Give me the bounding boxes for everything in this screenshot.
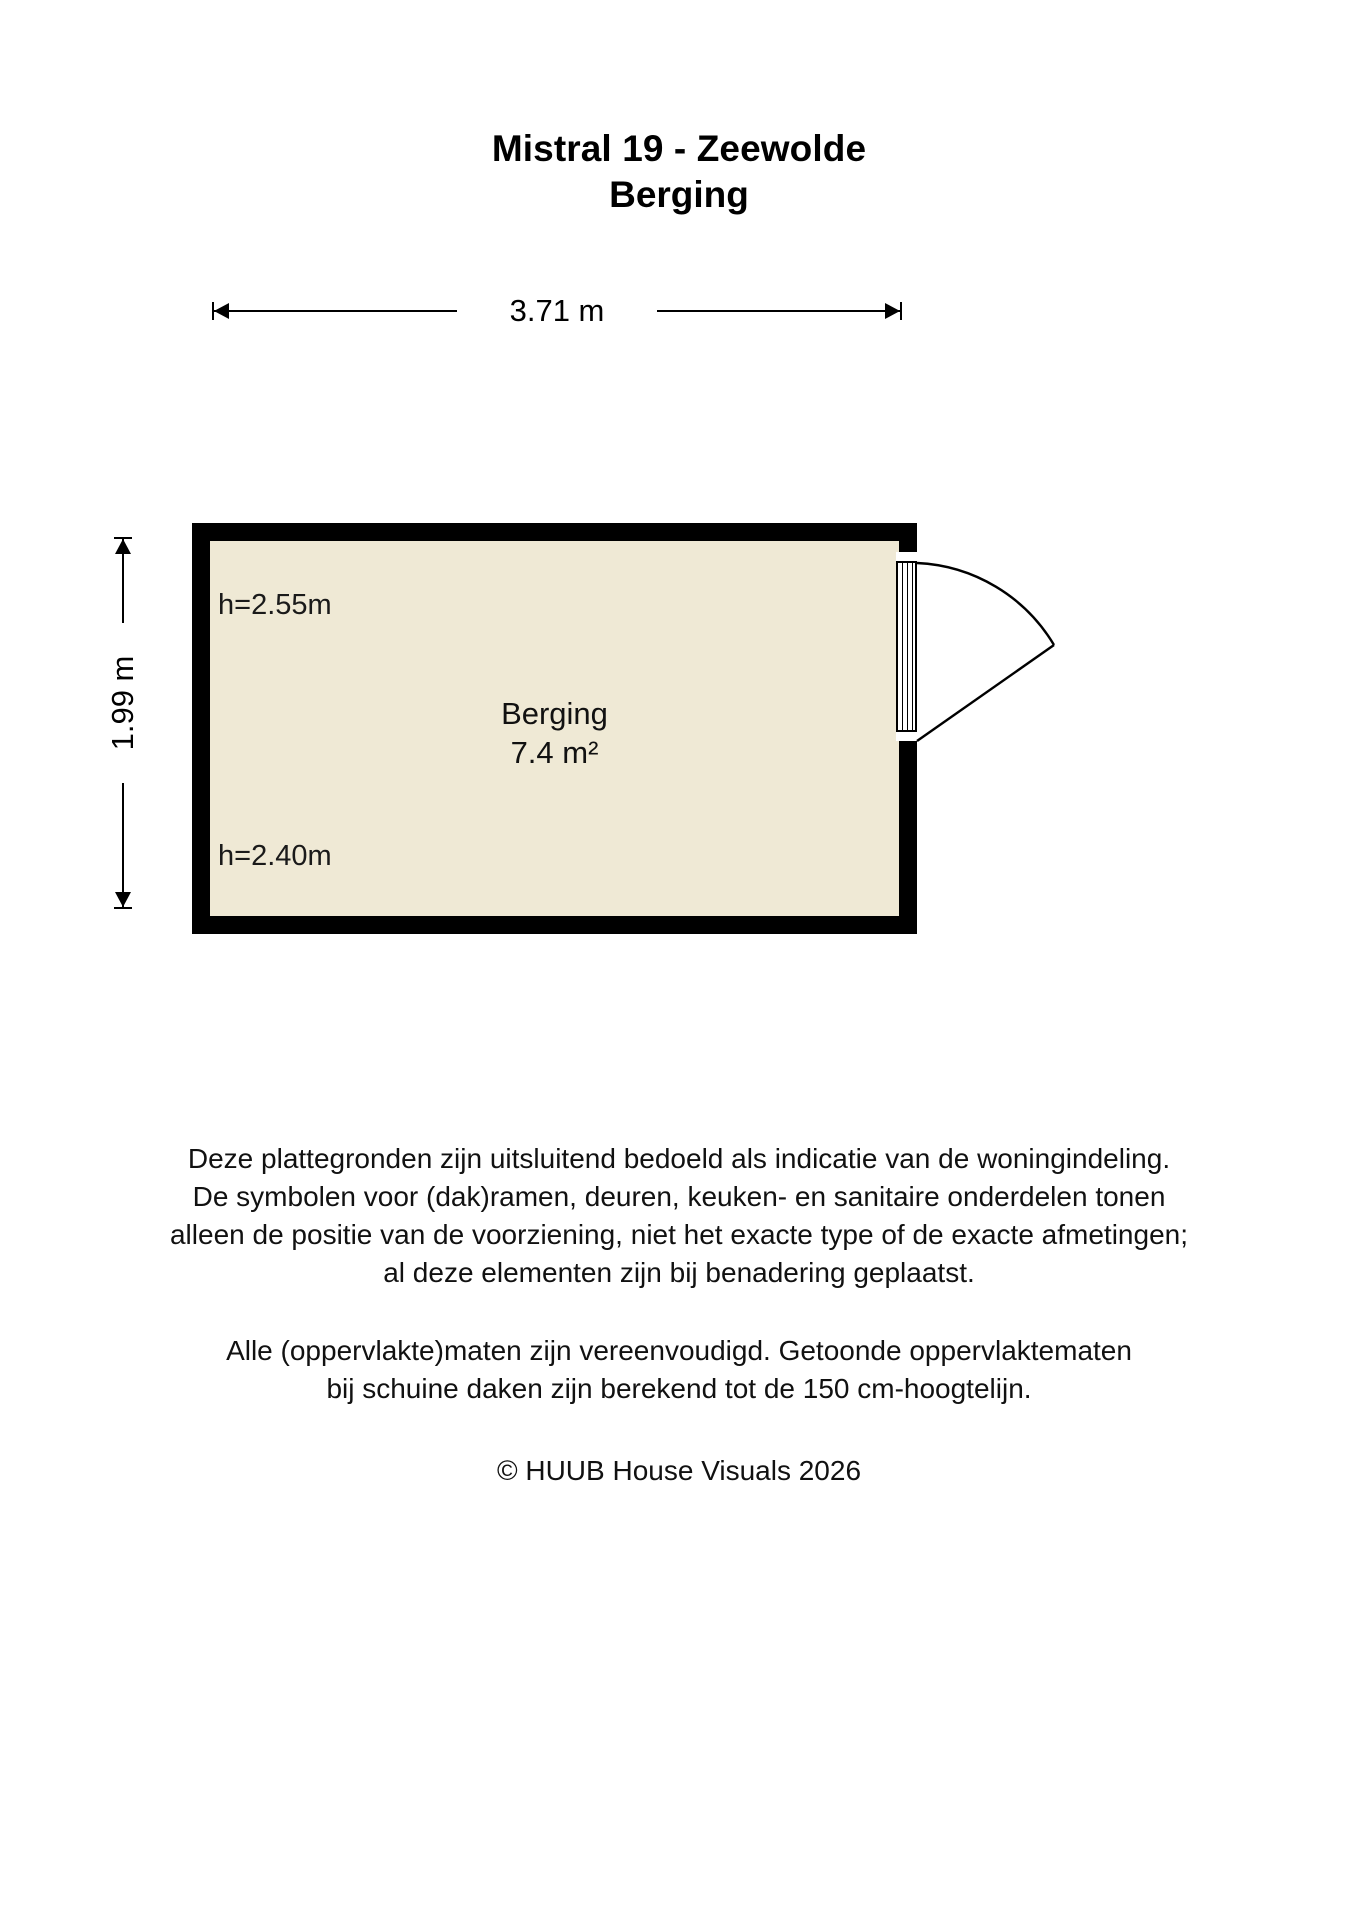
- page-title: Mistral 19 - Zeewolde: [491, 128, 867, 169]
- arrow-up-icon: [115, 539, 131, 554]
- dimension-tick-bottom: [114, 907, 132, 909]
- measurement-note-line: Alle (oppervlakte)maten zijn vereenvoudigd. Getoonde oppervlaktematen: [226, 1335, 1132, 1366]
- page-subtitle: Berging: [609, 174, 749, 215]
- copyright-notice: © HUUB House Visuals 2026: [496, 1455, 862, 1486]
- room-name: Berging: [501, 696, 608, 731]
- dimension-tick-right: [900, 302, 902, 320]
- room-label: [192, 694, 917, 772]
- measurement-note-paragraph: [0, 1332, 1358, 1408]
- disclaimer-paragraph: [0, 1140, 1358, 1292]
- dimension-width-label: 3.71 m: [457, 291, 657, 331]
- disclaimer-line: alleen de positie van de voorziening, niet het exacte type of de exacte afmetingen;: [169, 1219, 1188, 1250]
- swing-door-icon: [896, 552, 1106, 752]
- measurement-note-line: bij schuine daken zijn berekend tot de 150 cm-hoogtelijn.: [326, 1373, 1032, 1404]
- ceiling-height-note-top: h=2.55m: [218, 589, 332, 621]
- door-swing-arc-icon: [912, 552, 1102, 752]
- footer-disclaimer: [0, 1140, 1358, 1490]
- dimension-height-label: 1.99 m: [103, 623, 143, 783]
- disclaimer-line: Deze plattegronden zijn uitsluitend bedoeld als indicatie van de woningindeling.: [187, 1143, 1171, 1174]
- ceiling-height-note-bottom: h=2.40m: [218, 840, 332, 872]
- disclaimer-line: al deze elementen zijn bij benadering geplaatst.: [383, 1257, 975, 1288]
- arrow-right-icon: [885, 303, 900, 319]
- room-area: 7.4 m²: [510, 735, 599, 770]
- arrow-left-icon: [214, 303, 229, 319]
- disclaimer-line: De symbolen voor (dak)ramen, deuren, keuken- en sanitaire onderdelen tonen: [192, 1181, 1166, 1212]
- dimension-height: [103, 537, 143, 909]
- dimension-width: [212, 291, 902, 331]
- arrow-down-icon: [115, 892, 131, 907]
